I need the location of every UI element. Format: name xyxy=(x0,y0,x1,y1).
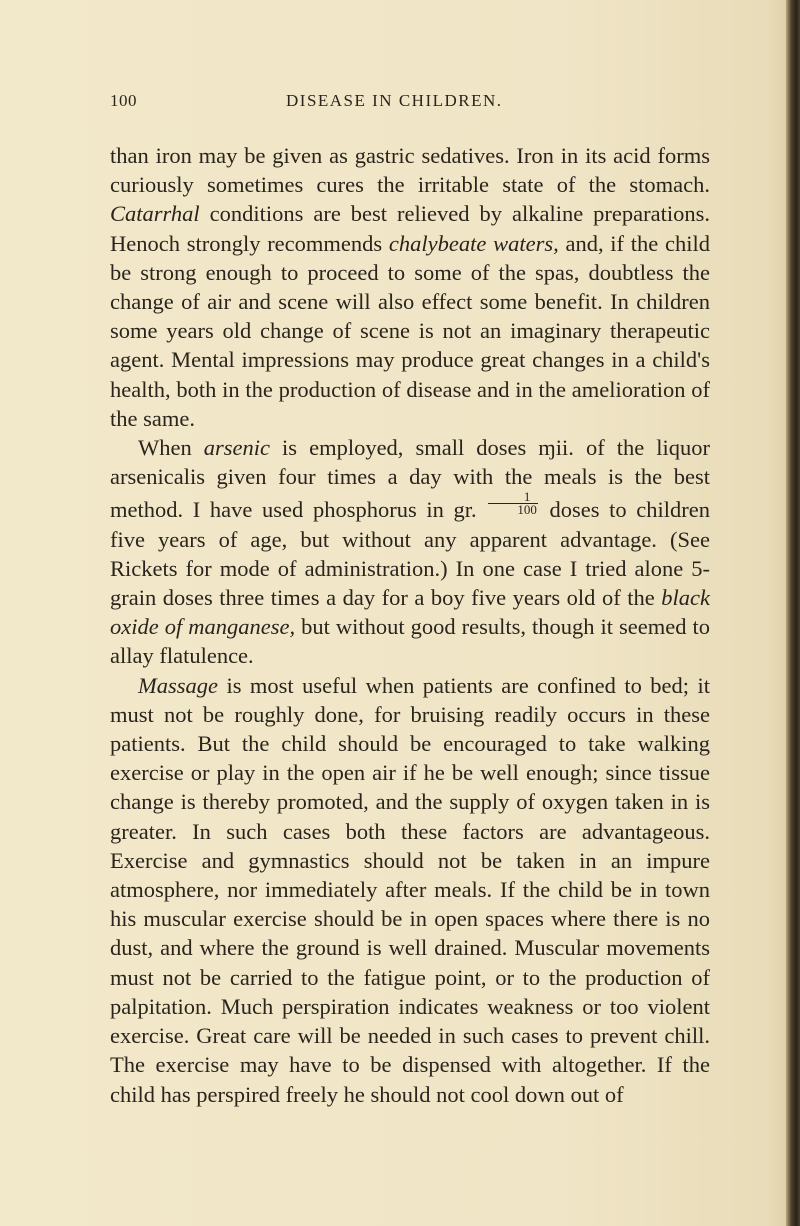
text-run: but without good results, though it seemed to allay flatulence. xyxy=(110,614,710,669)
italic-term-black-oxide-of-manganese: black oxide of manganese, xyxy=(110,585,710,640)
page-header xyxy=(110,91,710,117)
text-run: than iron may be given as gastric sedatives. Iron in its acid forms curiously sometimes cures the irritable state of the stomach. xyxy=(110,143,710,198)
italic-term-massage: Massage xyxy=(138,672,218,698)
paragraph-arsenic xyxy=(110,433,710,671)
minim-dose-symbol: ɱii. xyxy=(538,435,574,461)
page-number: 100 xyxy=(110,91,137,110)
text-run: conditions are best relieved by alkaline preparations. Henoch strongly recommends xyxy=(110,201,710,256)
italic-term-arsenic: arsenic xyxy=(203,435,271,461)
page-binding-edge xyxy=(786,0,800,1226)
text-run: and, if the child be strong enough to proceed to some of the spas, doubtless the change of air and scene will also effect some benefit. In children some years old change of scene is not an imaginary therapeutic agent. Mental impressions may produce great changes in a child's health, both in the production of disease and in the amelioration of the same. xyxy=(110,230,710,431)
text-run: of the liquor arsenicalis given four times a day with the meals is the best method. I have used phosphorus in gr. xyxy=(110,435,710,523)
italic-term-catarrhal: Catarrhal xyxy=(110,201,200,227)
text-run: When xyxy=(138,435,204,461)
running-head: DISEASE IN CHILDREN. xyxy=(286,91,503,110)
text-run: is employed, small doses xyxy=(270,435,539,461)
fraction-dose xyxy=(488,491,538,516)
paragraph-gastric-sedatives xyxy=(110,141,710,433)
italic-term-chalybeate-waters: chalybeate waters, xyxy=(388,230,559,256)
text-run: doses to children five years of age, but without any apparent advantage. (See Rickets for mode of administration.) In one case I tried alone 5-grain doses three times a day for a boy five years old of the xyxy=(110,497,710,611)
body-text xyxy=(110,141,710,1109)
text-run: is most useful when patients are confined to bed; it must not be roughly done, for bruising readily occurs in these patients. But the child should be encouraged to take walking exercise or play in the open air if he be well enough; since tissue change is thereby promoted, and the supply of oxygen taken in is greater. In such cases both these factors are advantageous. Exercise and gymnastics should not be taken in an impure atmosphere, nor immediately after meals. If the child be in town his muscular exercise should be in open spaces where there is no dust, and where the ground is well drained. Muscular movements must not be carried to the fatigue point, or to the production of palpitation. Much perspiration indicates weakness or too violent exercise. Great care will be needed in such cases to prevent chill. The exercise may have to be dispensed with altogether. If the child has perspired freely he should not cool down out of xyxy=(110,672,710,1107)
fraction-numerator: 1 xyxy=(488,491,538,504)
paragraph-massage xyxy=(110,671,710,1109)
fraction-denominator: 100 xyxy=(517,502,537,518)
